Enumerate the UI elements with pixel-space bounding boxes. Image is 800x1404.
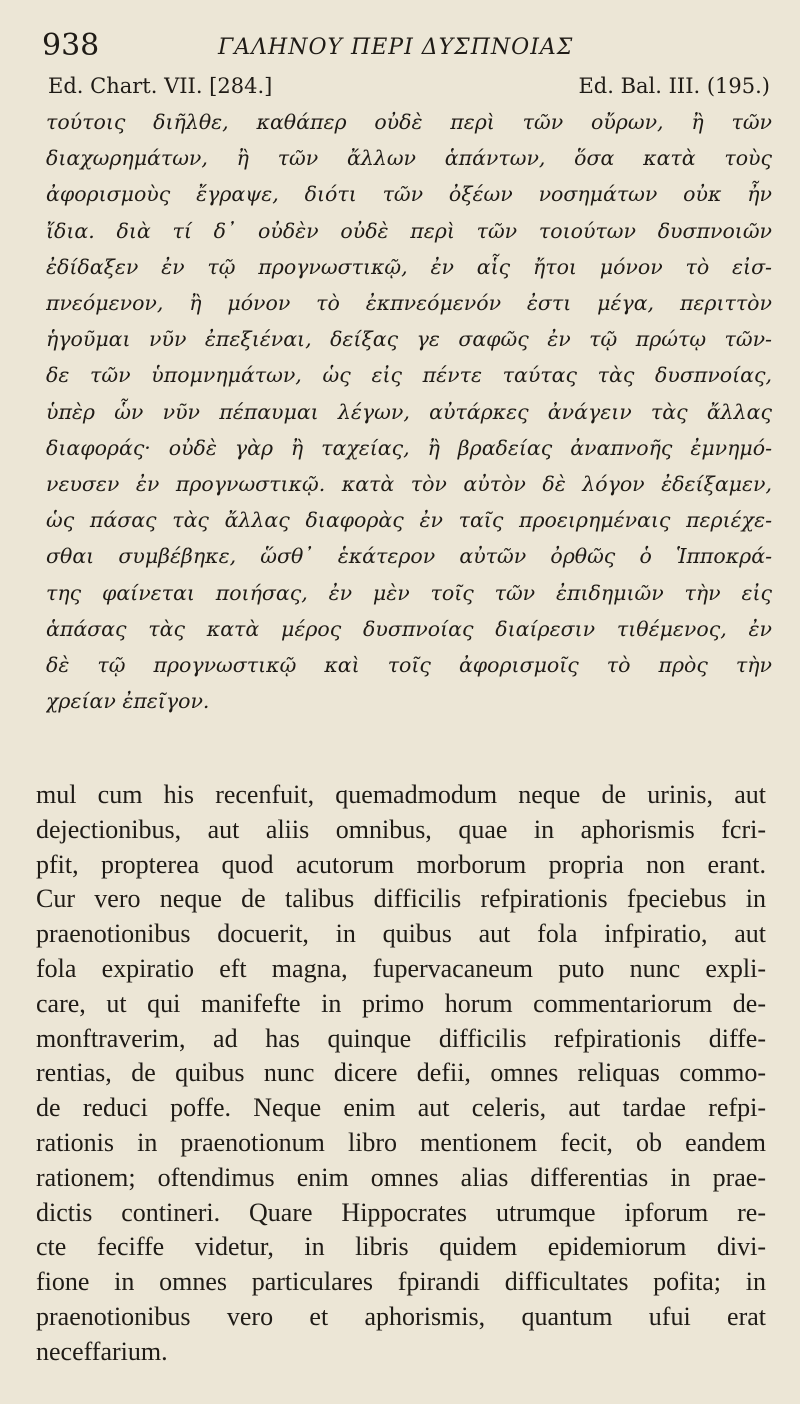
page-header [42,26,772,70]
latin-line: monftraverim, ad has quinque difficilis refpirationis diffe- [36,1023,766,1053]
latin-line: care, ut qui manifefte in primo horum commentariorum de- [36,988,766,1018]
greek-line: τούτοις διῆλθε, καθάπερ οὐδὲ περὶ τῶν οὔρων, ἢ τῶν [46,110,772,134]
page-number: 938 [42,28,100,63]
greek-line: πνεόμενον, ἢ μόνον τὸ ἐκπνεόμενόν ἐστι μέγα, περιττὸν [46,291,772,316]
greek-line: νευσεν ἐν προγνωστικῷ. κατὰ τὸν αὐτὸν δὲ λόγον ἐδείξαμεν, [46,472,772,497]
latin-line: neceffarium. [36,1336,168,1366]
latin-line: dejectionibus, aut aliis omnibus, quae in aphorismis fcri- [36,814,766,844]
latin-line: dictis contineri. Quare Hippocrates utrumque ipforum re- [36,1197,766,1227]
latin-line: mul cum his recenfuit, quemadmodum neque de urinis, aut [36,780,766,809]
greek-line: ἁπάσας τὰς κατὰ μέρος δυσπνοίας διαίρεσιν τιθέμενος, ἐν [46,616,772,641]
greek-line: χρείαν ἐπεῖγον. [46,689,210,714]
latin-line: praenotionibus docuerit, in quibus aut fola infpiratio, aut [36,919,766,949]
greek-line: διαχωρημάτων, ἢ τῶν ἄλλων ἁπάντων, ὅσα κατὰ τοὺς [46,146,772,171]
edition-reference-line [48,72,770,102]
greek-text-block [46,104,772,719]
greek-line: της φαίνεται ποιήσας, ἐν μὲν τοῖς τῶν ἐπιδημιῶν τὴν εἰς [46,580,772,605]
greek-line: ἴδια. διὰ τί δ᾽ οὐδὲν οὐδὲ περὶ τῶν τοιούτων δυσπνοιῶν [46,218,772,243]
greek-line: ἐδίδαξεν ἐν τῷ προγνωστικῷ, ἐν αἷς ἤτοι μόνον τὸ εἰσ- [46,254,772,279]
greek-line: δὲ τῷ προγνωστικῷ καὶ τοῖς ἀφορισμοῖς τὸ πρὸς τὴν [46,653,772,678]
latin-line: pfit, propterea quod acutorum morborum propria non erant. [36,849,766,879]
latin-line: Cur vero neque de talibus difficilis refpirationis fpeciebus in [36,884,766,914]
latin-line: fola expiratio eft magna, fupervacaneum puto nunc expli- [36,953,766,983]
edition-reference-left: Ed. Chart. VII. [284.] [48,74,273,98]
latin-line: cte feciffe videtur, in libris quidem epidemiorum divi- [36,1232,766,1262]
latin-line: praenotionibus vero et aphorismis, quantum ufui erat [36,1301,766,1331]
greek-line: ἡγοῦμαι νῦν ἐπεξιέναι, δείξας γε σαφῶς ἐν τῷ πρώτῳ τῶν- [46,327,772,352]
latin-text-block [36,778,766,1370]
greek-line: διαφοράς· οὐδὲ γὰρ ἢ ταχείας, ἢ βραδείας ἀναπνοῆς ἐμνημό- [46,435,772,460]
latin-line: de reduci poffe. Neque enim aut celeris, aut tardae refpi- [36,1093,766,1123]
running-title: ΓΑΛΗΝΟΥ ΠΕΡΙ ΔΥΣΠΝΟΙΑΣ [218,35,574,60]
edition-reference-right: Ed. Bal. III. (195.) [578,74,770,98]
latin-line: fione in omnes particulares fpirandi difficultates pofita; in [36,1267,766,1297]
latin-line: rentias, de quibus nunc dicere defii, omnes reliquas commo- [36,1058,766,1088]
greek-line: δε τῶν ὑπομνημάτων, ὡς εἰς πέντε ταύτας τὰς δυσπνοίας, [46,363,772,388]
greek-line: ὑπὲρ ὧν νῦν πέπαυμαι λέγων, αὐτάρκες ἀνάγειν τὰς ἄλλας [46,399,772,424]
greek-line: σθαι συμβέβηκε, ὥσθ᾽ ἑκάτερον αὐτῶν ὀρθῶς ὁ Ἱπποκρά- [46,544,772,569]
latin-line: rationem; oftendimus enim omnes alias differentias in prae- [36,1162,766,1192]
latin-line: rationis in praenotionum libro mentionem fecit, ob eandem [36,1127,766,1157]
greek-line: ὡς πάσας τὰς ἄλλας διαφορὰς ἐν ταῖς προειρημέναις περιέχε- [46,508,772,533]
greek-line: ἀφορισμοὺς ἔγραψε, διότι τῶν ὀξέων νοσημάτων οὐκ ἦν [46,182,772,207]
